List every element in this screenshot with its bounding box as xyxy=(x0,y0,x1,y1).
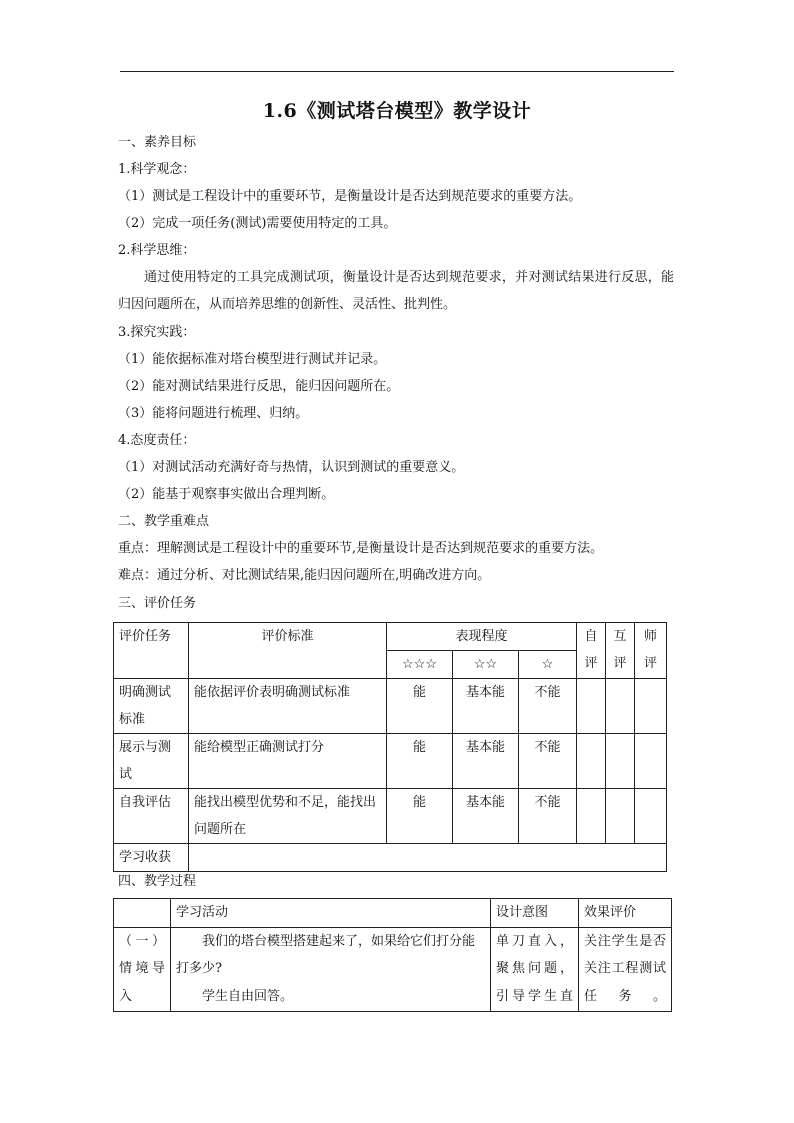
process-table xyxy=(113,898,672,1012)
activity-text: 学生自由回答。 xyxy=(202,988,294,1004)
standard-cell: 能找出模型优势和不足，能找出问题所在 xyxy=(189,789,387,844)
goal-item: （1）测试是工程设计中的重要环节，是衡量设计是否达到规范要求的重要方法。 xyxy=(118,189,582,204)
level-cell: 基本能 xyxy=(453,789,519,844)
subheading-attitude: 4.态度责任： xyxy=(118,433,196,448)
goal-item: （2）能基于观察事实做出合理判断。 xyxy=(118,487,335,502)
table-row xyxy=(114,927,672,1011)
teacher-eval-cell[interactable] xyxy=(635,679,667,734)
header-three-stars: ☆☆☆ xyxy=(387,651,453,679)
self-eval-cell[interactable] xyxy=(577,789,606,844)
table-row xyxy=(114,789,667,844)
level-cell: 不能 xyxy=(519,679,577,734)
level-cell: 基本能 xyxy=(453,734,519,789)
header-one-star: ☆ xyxy=(519,651,577,679)
standard-cell: 能依据评价表明确测试标准 xyxy=(189,679,387,734)
section-heading-evaluation: 三、评价任务 xyxy=(118,596,197,611)
subheading-science-concept: 1.科学观念： xyxy=(118,162,196,177)
header-level: 表现程度 xyxy=(387,623,577,651)
header-peer-eval: 互评 xyxy=(606,623,635,679)
activity-text: 我们的塔台模型搭建起来了，如果给它们打分能打多少? xyxy=(176,933,476,976)
standard-cell: 能给模型正确测试打分 xyxy=(189,734,387,789)
key-point: 重点：理解测试是工程设计中的重要环节,是衡量设计是否达到规范要求的重要方法。 xyxy=(118,541,604,556)
self-eval-cell[interactable] xyxy=(577,679,606,734)
level-cell: 能 xyxy=(387,789,453,844)
header-self-eval: 自评 xyxy=(577,623,606,679)
header-intent: 设计意图 xyxy=(491,899,579,928)
section-heading-goals: 一、素养目标 xyxy=(118,135,197,150)
peer-eval-cell[interactable] xyxy=(606,734,635,789)
stage-cell: （一）情境导入 xyxy=(114,927,171,1011)
task-cell: 展示与测试 xyxy=(114,734,189,789)
peer-eval-cell[interactable] xyxy=(606,679,635,734)
table-row xyxy=(114,679,667,734)
header-effect: 效果评价 xyxy=(579,899,672,928)
activity-cell xyxy=(171,927,491,1011)
learning-gain-cell[interactable] xyxy=(189,844,667,872)
goal-item: （3）能将问题进行梳理、归纳。 xyxy=(118,406,309,421)
level-cell: 不能 xyxy=(519,734,577,789)
page-title: 1.6《测试塔台模型》教学设计 xyxy=(262,100,532,122)
goal-item: （2）能对测试结果进行反思，能归因问题所在。 xyxy=(118,379,400,394)
level-cell: 能 xyxy=(387,679,453,734)
evaluation-table xyxy=(113,622,667,872)
table-row xyxy=(114,844,667,872)
goal-paragraph: 通过使用特定的工具完成测试项，衡量设计是否达到规范要求，并对测试结果进行反思，能归因问题所在，从而培养思维的创新性、灵活性、批判性。 xyxy=(118,270,674,312)
goal-item: （1）对测试活动充满好奇与热情，认识到测试的重要意义。 xyxy=(118,460,465,475)
header-teacher-eval: 师评 xyxy=(635,623,667,679)
header-standard: 评价标准 xyxy=(189,623,387,679)
teacher-eval-cell[interactable] xyxy=(635,789,667,844)
level-cell: 不能 xyxy=(519,789,577,844)
goal-item: （2）完成一项任务(测试)需要使用特定的工具。 xyxy=(118,216,397,231)
goal-item: （1）能依据标准对塔台模型进行测试并记录。 xyxy=(118,352,387,367)
teacher-eval-cell[interactable] xyxy=(635,734,667,789)
intent-cell: 单刀直入，聚焦问题，引导学生直 xyxy=(491,927,579,1011)
difficult-point: 难点：通过分析、对比测试结果,能归因问题所在,明确改进方向。 xyxy=(118,568,491,583)
header-task: 评价任务 xyxy=(114,623,189,679)
header-stage xyxy=(114,899,171,928)
task-cell: 自我评估 xyxy=(114,789,189,844)
self-eval-cell[interactable] xyxy=(577,734,606,789)
section-heading-keypoints: 二、教学重难点 xyxy=(118,514,210,529)
level-cell: 基本能 xyxy=(453,679,519,734)
level-cell: 能 xyxy=(387,734,453,789)
header-activity: 学习活动 xyxy=(171,899,491,928)
subheading-inquiry-practice: 3.探究实践： xyxy=(118,325,196,340)
peer-eval-cell[interactable] xyxy=(606,789,635,844)
section-heading-process: 四、教学过程 xyxy=(118,874,197,889)
learning-gain-label: 学习收获 xyxy=(114,844,189,872)
task-cell: 明确测试标准 xyxy=(114,679,189,734)
table-row xyxy=(114,734,667,789)
subheading-science-thinking: 2.科学思维： xyxy=(118,243,196,258)
effect-cell: 关注学生是否关注工程测试任务。 xyxy=(579,927,672,1011)
header-two-stars: ☆☆ xyxy=(453,651,519,679)
header-rule xyxy=(120,71,674,72)
